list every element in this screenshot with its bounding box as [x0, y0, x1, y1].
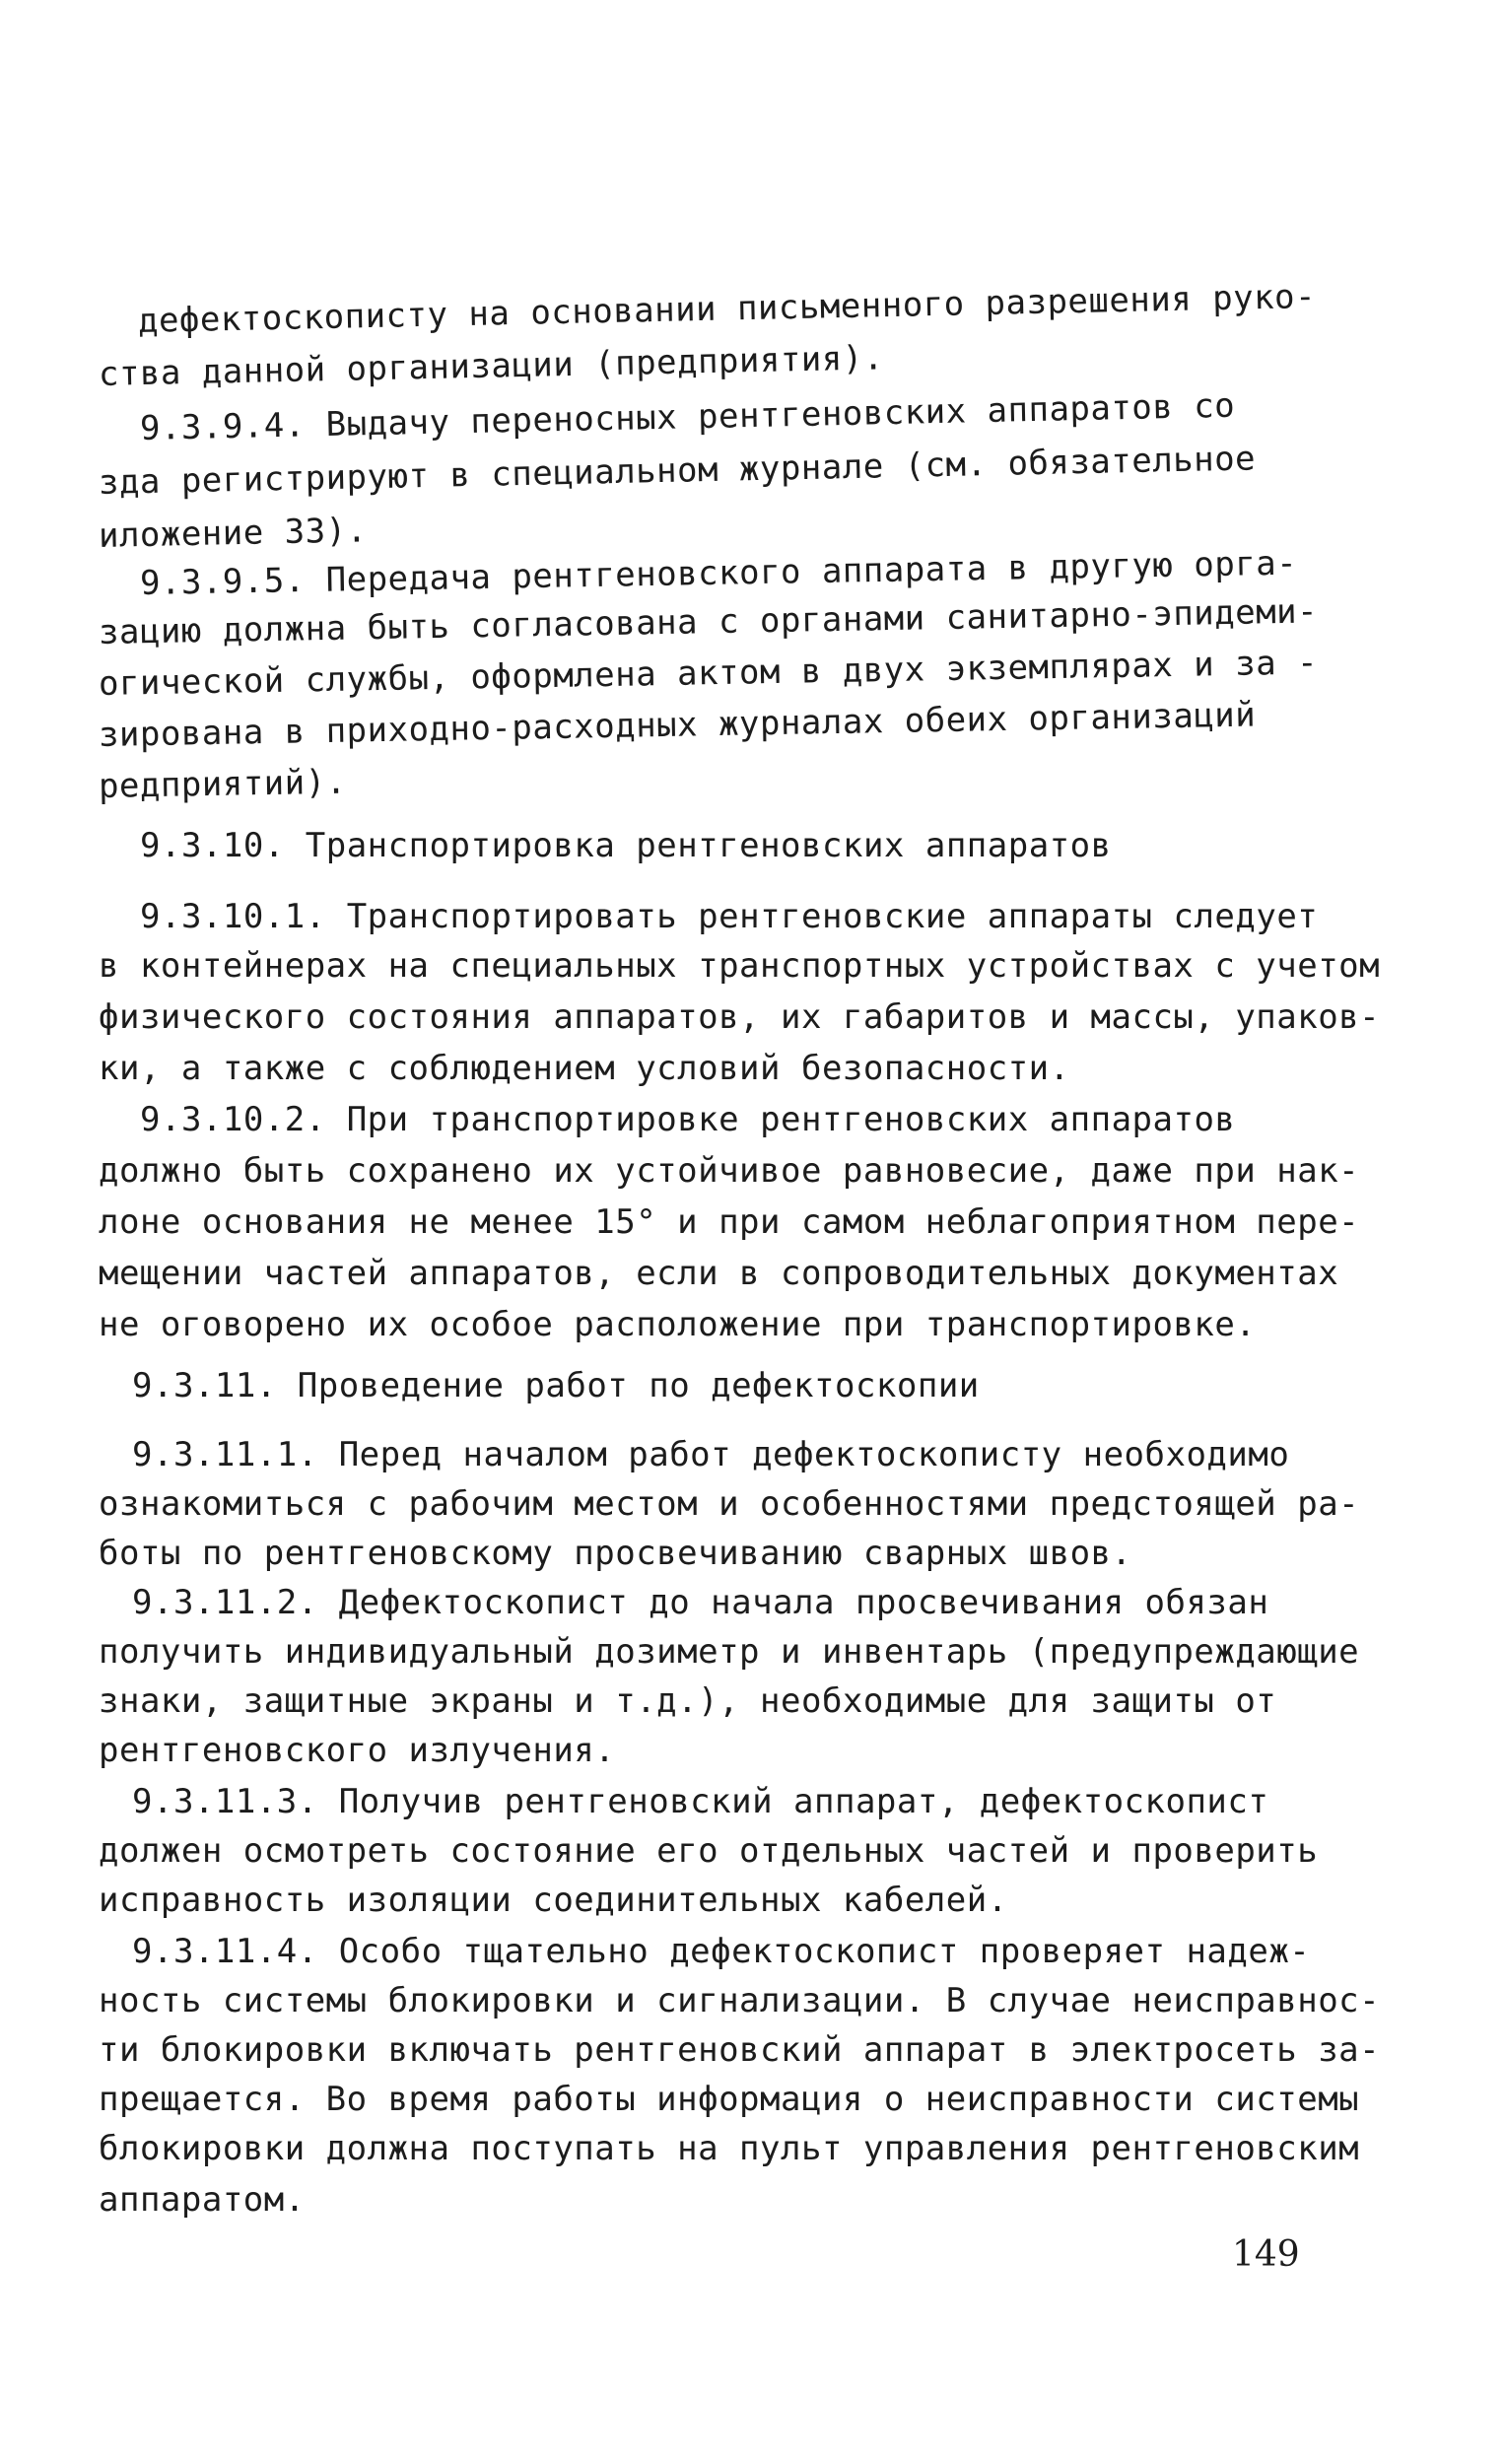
text-line: дефектоскописту на основании письменного разрешения руко-	[137, 276, 1317, 341]
text-line: ки, а также с соблюдением условий безопасности.	[99, 1049, 1070, 1088]
text-line: ства данной организации (предприятия).	[98, 338, 885, 394]
text-line: не оговорено их особое расположение при транспортировке.	[99, 1305, 1257, 1344]
text-line: ознакомиться с рабочим местом и особенностями предстоящей ра-	[99, 1484, 1360, 1524]
text-line: 9.3.11.1. Перед началом работ дефектоскописту необходимо	[132, 1435, 1290, 1474]
text-line: 9.3.10.2. При транспортировке рентгеновских аппаратов	[140, 1100, 1236, 1139]
text-line: должно быть сохранено их устойчивое равновесие, даже при нак-	[99, 1151, 1360, 1191]
text-line: редприятий).	[98, 762, 347, 806]
text-line: 9.3.11.2. Дефектоскопист до начала просвечивания обязан	[132, 1583, 1269, 1622]
page-number: 149	[1232, 2234, 1300, 2275]
text-line: 9.3.11.3. Получив рентгеновский аппарат, дефектоскопист	[132, 1782, 1269, 1821]
text-line: 9.3.11.4. Особо тщательно дефектоскопист проверяет надеж-	[132, 1932, 1311, 1971]
text-line: аппаратом.	[99, 2180, 306, 2220]
text-line: лоне основания не менее 15° и при самом неблагоприятном пере-	[99, 1202, 1360, 1242]
text-line: 9.3.9.5. Передача рентгеновского аппарата в другую орга-	[139, 543, 1298, 603]
text-line: в контейнерах на специальных транспортных устройствах с учетом	[99, 946, 1381, 986]
text-line: мещении частей аппаратов, если в сопроводительных документах	[99, 1254, 1339, 1293]
section-heading: 9.3.11. Проведение работ по дефектоскопии	[132, 1366, 980, 1405]
text-line: должен осмотреть состояние его отдельных частей и проверить	[99, 1831, 1319, 1871]
text-line: ти блокировки включать рентгеновский аппарат в электросеть за-	[99, 2030, 1381, 2070]
text-line: боты по рентгеновскому просвечиванию сварных швов.	[99, 1534, 1132, 1573]
text-line: зда регистрируют в специальном журнале (см. обязательное	[98, 439, 1257, 503]
text-line: иложение 33).	[98, 511, 368, 556]
text-line: зирована в приходно-расходных журналах обеих организаций	[98, 695, 1257, 755]
text-line: получить индивидуальный дозиметр и инвентарь (предупреждающие	[99, 1632, 1360, 1672]
text-line: прещается. Во время работы информация о неисправности системы	[99, 2080, 1360, 2119]
text-line: блокировки должна поступать на пульт управления рентгеновским	[99, 2129, 1360, 2168]
text-line: зацию должна быть согласована с органами санитарно-эпидеми-	[98, 591, 1319, 652]
text-line: знаки, защитные экраны и т.д.), необходимые для защиты от	[99, 1681, 1277, 1721]
text-line: огической службы, оформлена актом в двух экземплярах и за -	[98, 643, 1319, 704]
text-line: исправность изоляции соединительных кабелей.	[99, 1881, 1008, 1920]
text-line: рентгеновского излучения.	[99, 1731, 616, 1770]
section-heading: 9.3.10. Транспортировка рентгеновских аппаратов	[140, 826, 1112, 865]
text-line: 9.3.9.4. Выдачу переносных рентгеновских аппаратов со	[139, 385, 1236, 448]
text-line: ность системы блокировки и сигнализации. В случае неисправнос-	[99, 1981, 1381, 2020]
text-line: физического состояния аппаратов, их габаритов и массы, упаков-	[99, 997, 1381, 1037]
text-line: 9.3.10.1. Транспортировать рентгеновские аппараты следует	[140, 897, 1319, 936]
